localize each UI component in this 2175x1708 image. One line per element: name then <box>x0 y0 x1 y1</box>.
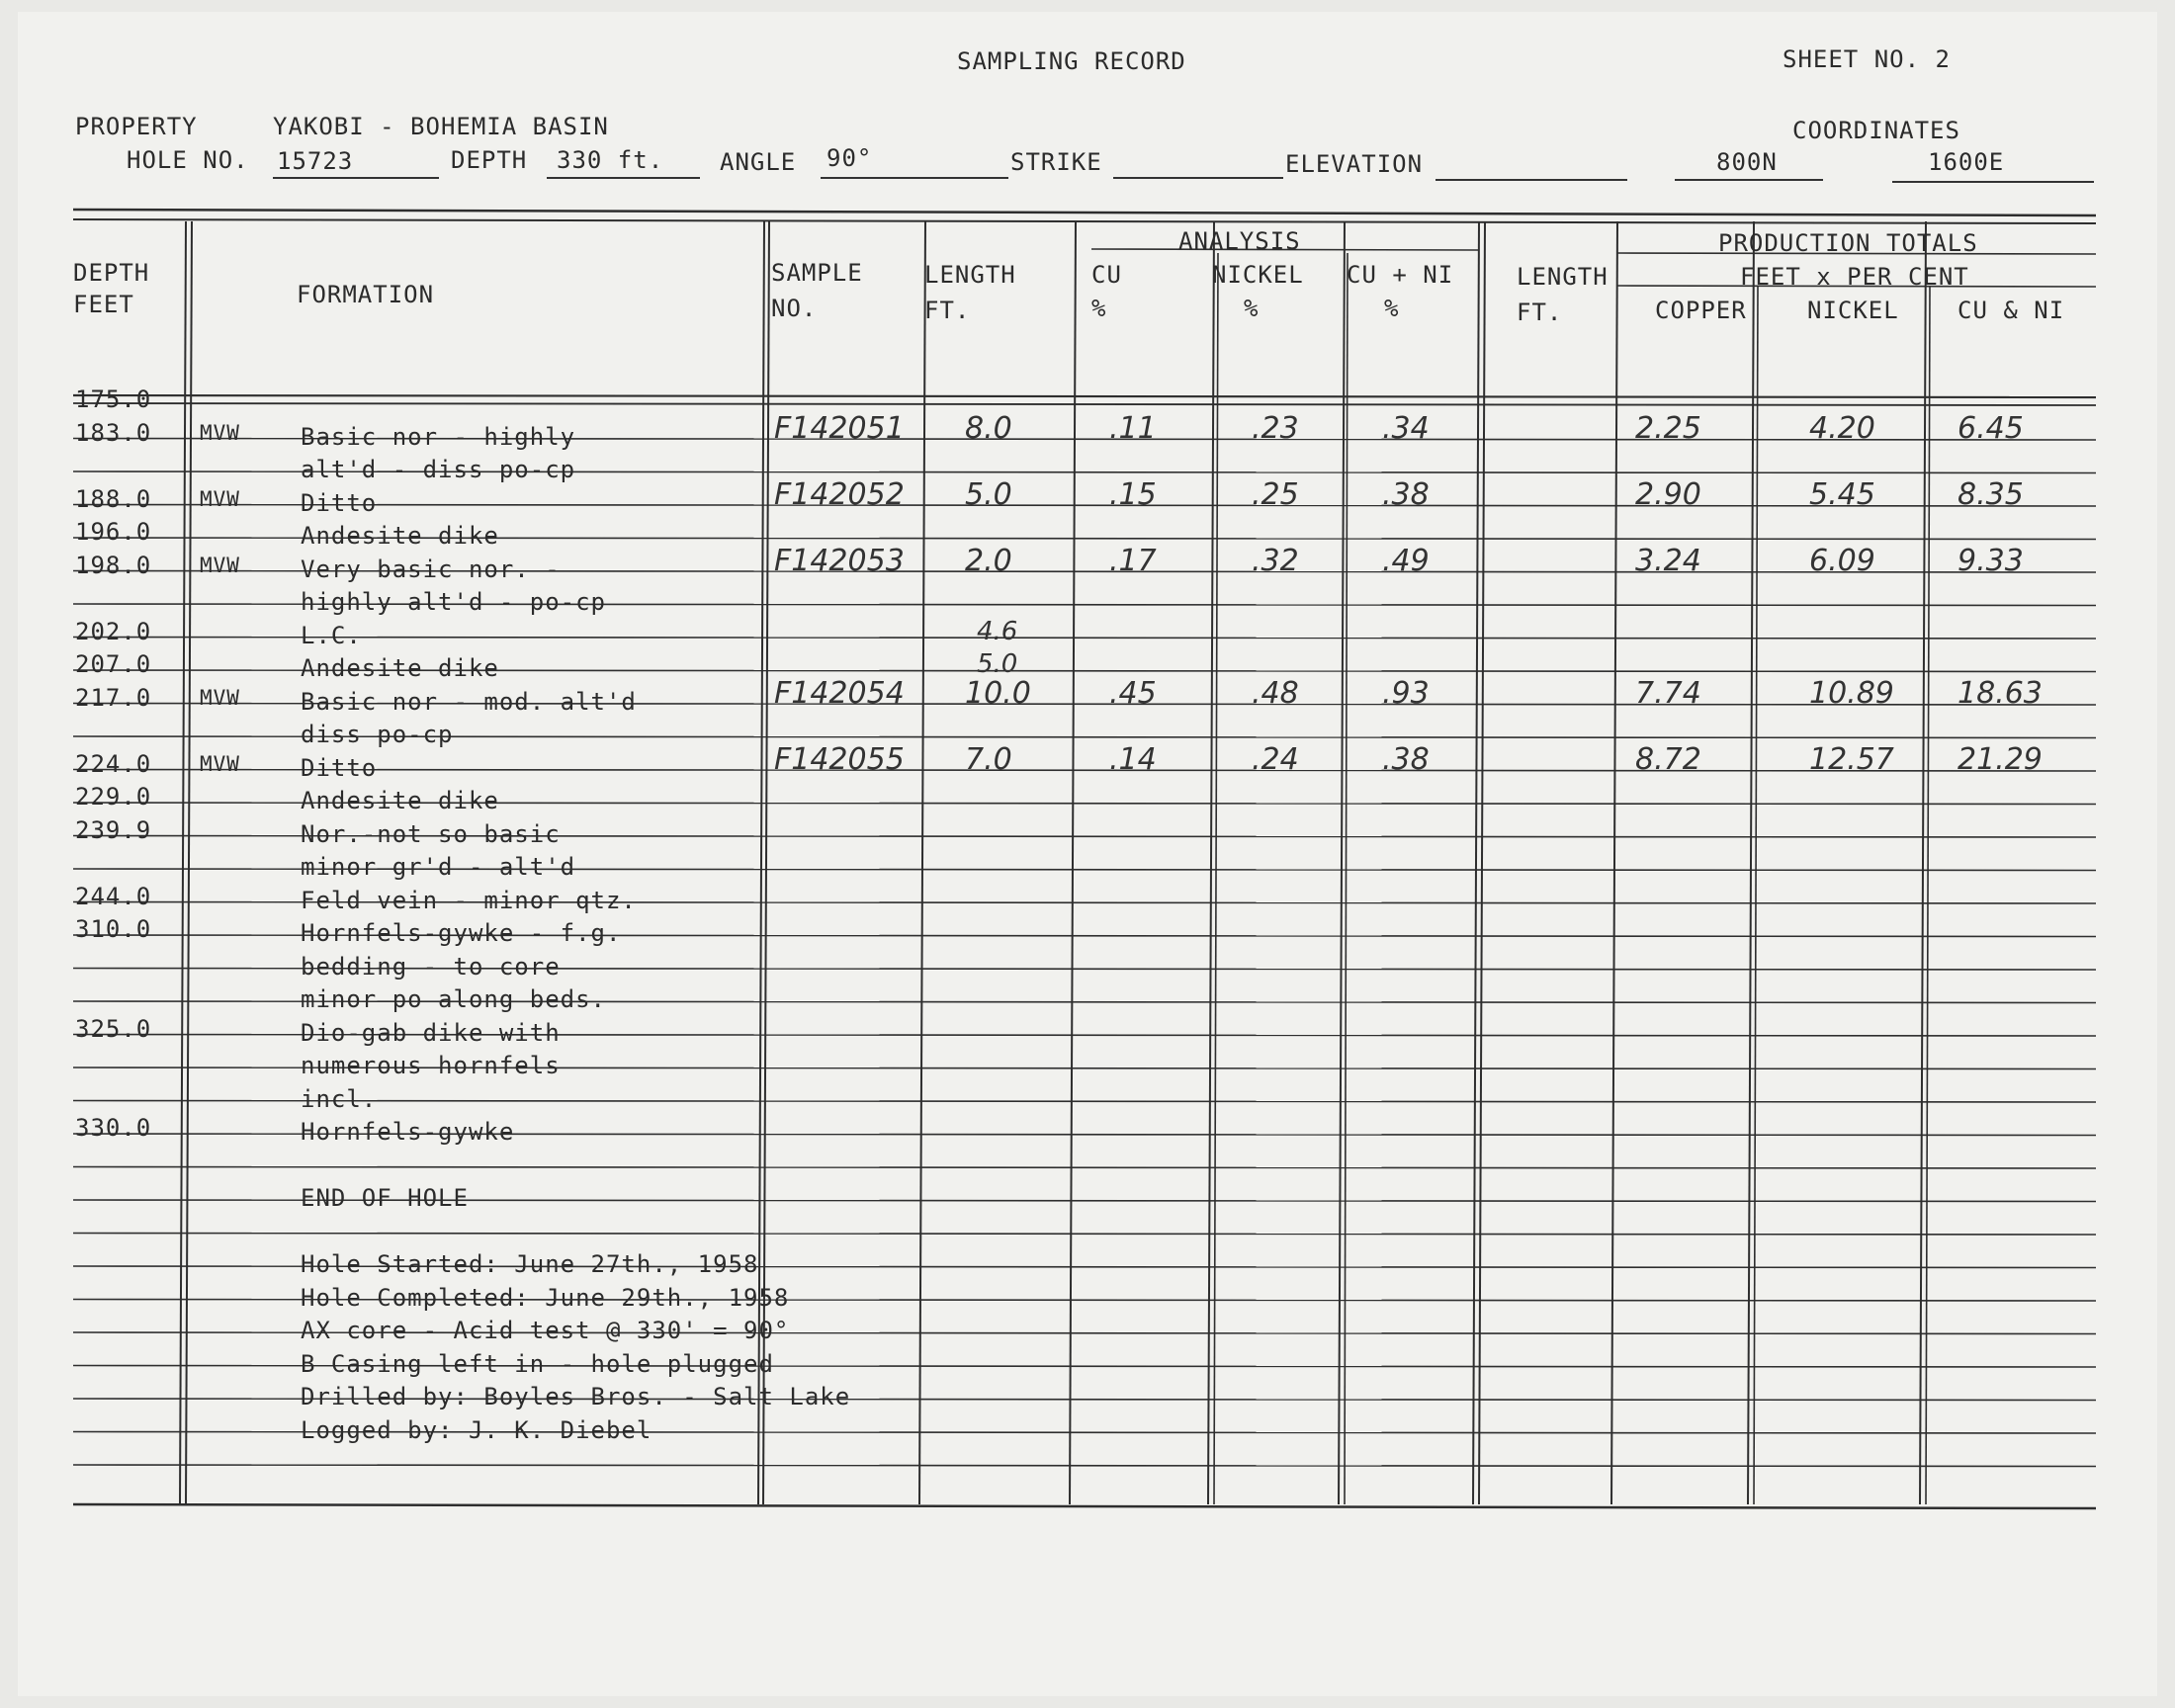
depth-label: DEPTH <box>451 146 528 174</box>
cuni-total: 6.45 <box>1958 410 2024 446</box>
col-production: PRODUCTION TOTALS <box>1718 229 1978 257</box>
cu-percent: .14 <box>1109 741 1157 777</box>
nickel-total: 4.20 <box>1809 410 1875 446</box>
row-formation: Feld vein - minor qtz. <box>301 886 637 914</box>
sample-number: F142054 <box>774 675 905 711</box>
nickel-percent: .25 <box>1252 476 1299 512</box>
column-rule <box>1748 221 1754 1504</box>
row-depth: 188.0 <box>75 484 152 513</box>
row-depth: 202.0 <box>75 617 152 645</box>
sample-length: 10.0 <box>965 675 1031 711</box>
col-analysis: ANALYSIS <box>1178 227 1301 255</box>
row-formation: Ditto <box>301 753 378 782</box>
row-code: MVW <box>200 751 240 776</box>
cuni-total: 9.33 <box>1958 543 2024 578</box>
angle-label: ANGLE <box>720 148 797 176</box>
col-cu-ni: CU & NI <box>1958 297 2065 324</box>
col-nickel-pct: % <box>1244 295 1260 322</box>
extra-length: 5.0 <box>977 649 1018 679</box>
nickel2-column-rule <box>1754 287 1758 1504</box>
row-formation: diss po-cp <box>301 721 454 748</box>
sample-number: F142052 <box>774 476 905 512</box>
row-rule <box>73 638 2096 640</box>
nickel-total: 12.57 <box>1809 741 1894 777</box>
cu-percent: .15 <box>1109 476 1157 512</box>
property-value: YAKOBI - BOHEMIA BASIN <box>273 113 609 140</box>
top-rule <box>73 210 2096 215</box>
cuni-total: 21.29 <box>1958 741 2043 777</box>
copper-total: 7.74 <box>1635 675 1701 711</box>
row-formation: Hole Started: June 27th., 1958 <box>301 1250 759 1278</box>
copper-total: 2.25 <box>1635 410 1701 446</box>
sample-length: 7.0 <box>965 741 1012 777</box>
cuni-percent: .93 <box>1382 675 1430 711</box>
sample-length: 2.0 <box>965 543 1012 578</box>
col-feet: FEET <box>73 291 134 318</box>
copper-total: 2.90 <box>1635 476 1701 512</box>
col-nickel: NICKEL <box>1212 261 1304 289</box>
hole-value: 15723 <box>277 147 354 175</box>
column-rule <box>1479 221 1485 1504</box>
header-bottom-rule-2 <box>73 403 2096 405</box>
col-formation: FORMATION <box>297 281 435 308</box>
row-formation: B Casing left in - hole plugged <box>301 1349 774 1378</box>
row-rule <box>73 1465 2096 1467</box>
column-rule <box>180 221 186 1504</box>
col-sample: SAMPLE <box>771 259 863 287</box>
nickel-percent: .32 <box>1252 543 1299 578</box>
sampling-record-sheet <box>18 12 2157 1696</box>
cu-percent: .11 <box>1109 410 1157 446</box>
row-depth: 239.9 <box>75 815 152 844</box>
column-rule <box>1473 221 1479 1504</box>
row-formation: bedding - to core <box>301 952 561 981</box>
col-length: LENGTH <box>924 261 1016 289</box>
sample-number: F142053 <box>774 543 905 578</box>
row-depth: 325.0 <box>75 1014 152 1043</box>
row-formation: Andesite dike <box>301 654 499 682</box>
copper-total: 3.24 <box>1635 543 1701 578</box>
nickel-percent: .24 <box>1252 741 1299 777</box>
cuni-total: 18.63 <box>1958 675 2043 711</box>
row-code: MVW <box>200 420 240 445</box>
col-copper: COPPER <box>1655 297 1747 324</box>
sample-length: 8.0 <box>965 410 1012 446</box>
row-formation: Basic nor - mod. alt'd <box>301 687 637 716</box>
row-formation: Andesite dike <box>301 522 499 550</box>
column-rule <box>1070 221 1076 1504</box>
row-depth: 175.0 <box>75 385 152 413</box>
cuni2-column-rule <box>1926 287 1930 1504</box>
cuni-percent: .38 <box>1382 476 1430 512</box>
row-formation: Hornfels-gywke <box>301 1118 515 1146</box>
row-formation: highly alt'd - po-cp <box>301 588 606 616</box>
nickel-percent: .23 <box>1252 410 1299 446</box>
col-cu-pct: % <box>1091 295 1107 322</box>
column-rule <box>1920 221 1926 1504</box>
row-depth: 198.0 <box>75 551 152 579</box>
col-length-ft: FT. <box>924 297 971 324</box>
col-cu: CU <box>1091 261 1122 289</box>
row-formation: Ditto <box>301 488 378 517</box>
depth-value: 330 ft. <box>557 146 664 174</box>
top-rule-2 <box>73 219 2096 223</box>
coord-east: 1600E <box>1928 148 2005 176</box>
row-code: MVW <box>200 685 240 710</box>
row-formation: Andesite dike <box>301 787 499 814</box>
coord-north: 800N <box>1716 148 1778 176</box>
coordinates-label: COORDINATES <box>1792 117 1960 144</box>
col-nickel2: NICKEL <box>1807 297 1899 324</box>
col-depth: DEPTH <box>73 259 150 287</box>
sample-length: 5.0 <box>965 476 1012 512</box>
nickel-total: 5.45 <box>1809 476 1875 512</box>
row-code: MVW <box>200 553 240 577</box>
row-depth: 244.0 <box>75 882 152 910</box>
angle-value: 90° <box>826 144 873 172</box>
col-sample-no: NO. <box>771 295 818 322</box>
row-formation: incl. <box>301 1084 378 1113</box>
col-cuni-pct: % <box>1384 295 1400 322</box>
strike-label: STRIKE <box>1010 148 1102 176</box>
row-depth: 217.0 <box>75 683 152 712</box>
header-bottom-rule <box>73 395 2096 397</box>
bottom-rule <box>73 1504 2096 1508</box>
column-rule <box>1339 221 1345 1504</box>
col-cuni: CU + NI <box>1347 261 1454 289</box>
cuni-percent: .49 <box>1382 543 1430 578</box>
extra-length: 4.6 <box>977 616 1018 646</box>
copper-total: 8.72 <box>1635 741 1701 777</box>
row-depth: 310.0 <box>75 915 152 943</box>
row-formation: Nor.-not so basic <box>301 819 561 848</box>
col-feet-x: FEET x PER CENT <box>1740 263 1969 291</box>
document-title: SAMPLING RECORD <box>957 47 1186 75</box>
column-rule <box>919 221 925 1504</box>
nickel-percent: .48 <box>1252 675 1299 711</box>
elevation-label: ELEVATION <box>1285 150 1424 178</box>
row-formation: Logged by: J. K. Diebel <box>301 1415 652 1444</box>
row-formation: Hornfels-gywke - f.g. <box>301 919 622 947</box>
row-depth: 224.0 <box>75 749 152 778</box>
nickel-total: 6.09 <box>1809 543 1875 578</box>
col-length2-ft: FT. <box>1517 299 1563 326</box>
sample-number: F142051 <box>774 410 905 446</box>
hole-label: HOLE NO. <box>127 146 249 174</box>
row-formation: END OF HOLE <box>301 1184 469 1212</box>
cuni-column-rule <box>1345 253 1348 1504</box>
property-label: PROPERTY <box>75 113 198 140</box>
cuni-percent: .38 <box>1382 741 1430 777</box>
row-formation: Drilled by: Boyles Bros. - Salt Lake <box>301 1383 851 1410</box>
row-formation: alt'd - diss po-cp <box>301 456 576 483</box>
row-formation: numerous hornfels <box>301 1052 561 1079</box>
sheet-number: SHEET NO. 2 <box>1783 45 1951 73</box>
row-rule <box>73 1167 2096 1169</box>
row-code: MVW <box>200 486 240 511</box>
row-depth: 196.0 <box>75 518 152 546</box>
column-rule <box>1611 221 1617 1504</box>
col-length2: LENGTH <box>1517 263 1609 291</box>
cuni-percent: .34 <box>1382 410 1430 446</box>
cuni-total: 8.35 <box>1958 476 2024 512</box>
cu-percent: .45 <box>1109 675 1157 711</box>
cu-percent: .17 <box>1109 543 1157 578</box>
nickel-column-rule <box>1214 253 1218 1504</box>
row-depth: 330.0 <box>75 1114 152 1142</box>
row-rule <box>73 1234 2096 1236</box>
row-formation: minor gr'd - alt'd <box>301 853 576 881</box>
row-formation: Very basic nor. - <box>301 555 561 583</box>
row-depth: 183.0 <box>75 418 152 447</box>
row-formation: AX core - Acid test @ 330' = 90° <box>301 1317 790 1344</box>
row-formation: Hole Completed: June 29th., 1958 <box>301 1283 790 1312</box>
row-formation: L.C. <box>301 621 362 649</box>
sample-number: F142055 <box>774 741 905 777</box>
row-depth: 229.0 <box>75 783 152 811</box>
row-formation: Basic nor - highly <box>301 422 576 451</box>
column-rule <box>186 221 192 1504</box>
row-formation: minor po along beds. <box>301 985 606 1013</box>
nickel-total: 10.89 <box>1809 675 1894 711</box>
column-rule <box>1208 221 1214 1504</box>
row-depth: 207.0 <box>75 650 152 678</box>
row-formation: Dio-gab dike with <box>301 1018 561 1047</box>
